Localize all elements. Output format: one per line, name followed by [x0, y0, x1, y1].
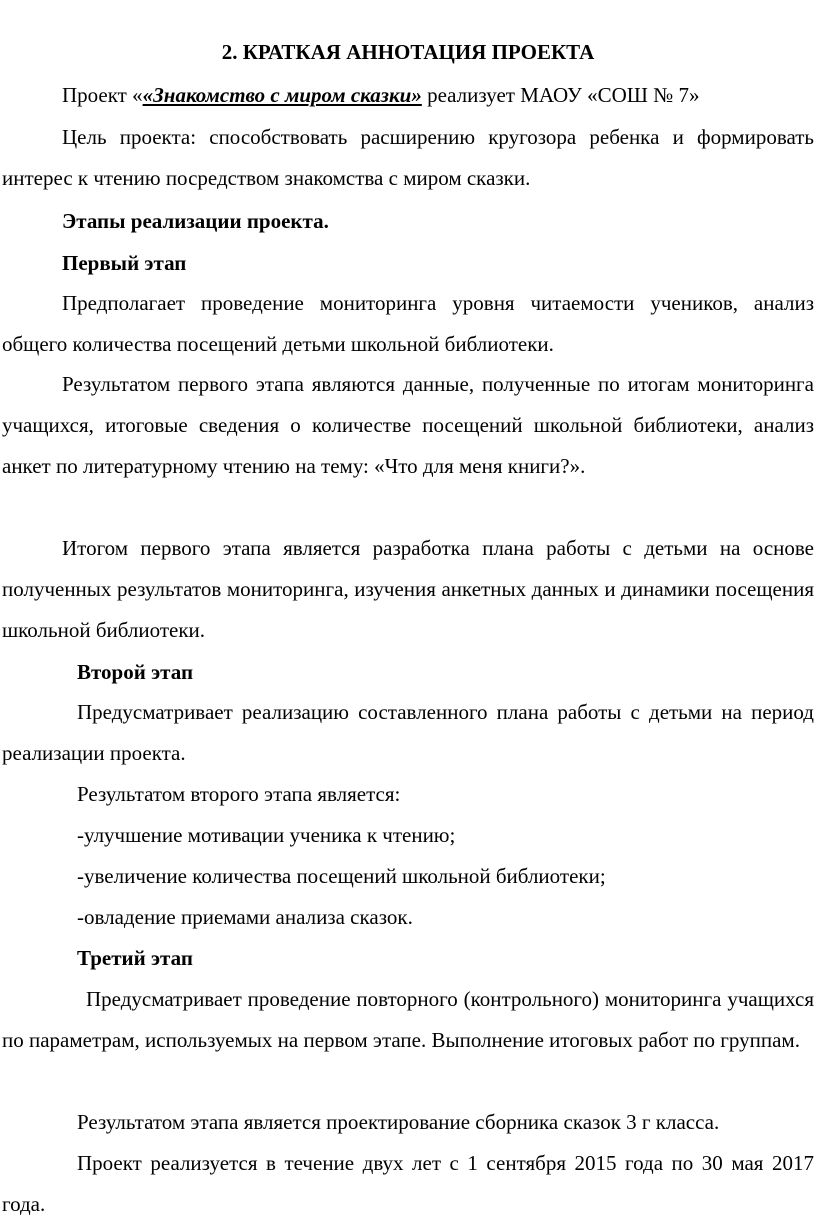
stage1-paragraph-2: Результатом первого этапа являются данные, полученные по итогам мониторинга учащихся, итоговые сведения о количестве посещений школьной библиотеки, анализ анкет по литературному чтению на тему: «Что для меня книги?».: [2, 372, 814, 478]
stage3-paragraph-1: Предусматривает проведение повторного (контрольного) мониторинга учащихся по параметрам, используемых на первом этапе. Выполнение итоговых работ по группам.: [2, 987, 814, 1052]
project-prefix: Проект «: [62, 83, 143, 107]
duration-paragraph: Проект реализуется в течение двух лет с 1 сентября 2015 года по 30 мая 2017 года.: [2, 1151, 814, 1216]
project-name: «Знакомство с миром сказки»: [142, 83, 422, 107]
stage2-item-1: -улучшение мотивации ученика к чтению;: [77, 823, 456, 847]
stage2-title: Второй этап: [77, 660, 194, 684]
stage1-title: Первый этап: [62, 251, 187, 275]
goal-paragraph: Цель проекта: способствовать расширению кругозора ребенка и формировать интерес к чтению посредством знакомства с миром сказки.: [2, 125, 814, 190]
stage2-item-3: -овладение приемами анализа сказок.: [77, 905, 413, 929]
stage1-paragraph-3: Итогом первого этапа является разработка плана работы с детьми на основе полученных результатов мониторинга, изучения анкетных данных и динамики посещения школьной библиотеки.: [2, 536, 814, 642]
stage2-paragraph-1: Предусматривает реализацию составленного плана работы с детьми на период реализации проекта.: [2, 700, 814, 765]
section-heading: 2. КРАТКАЯ АННОТАЦИЯ ПРОЕКТА: [221, 40, 595, 64]
stage2-result-intro: Результатом второго этапа является:: [77, 782, 401, 806]
stage1-paragraph-1: Предполагает проведение мониторинга уровня читаемости учеников, анализ общего количества посещений детьми школьной библиотеки.: [2, 291, 814, 356]
stage2-item-2: -увеличение количества посещений школьной библиотеки;: [77, 864, 606, 888]
project-line: [2, 75, 814, 116]
project-suffix: реализует МАОУ «СОШ № 7»: [421, 83, 700, 107]
stage3-paragraph-2: Результатом этапа является проектирование сборника сказок 3 г класса.: [77, 1110, 720, 1134]
stage3-title: Третий этап: [77, 946, 193, 970]
stages-heading: Этапы реализации проекта.: [62, 209, 329, 233]
